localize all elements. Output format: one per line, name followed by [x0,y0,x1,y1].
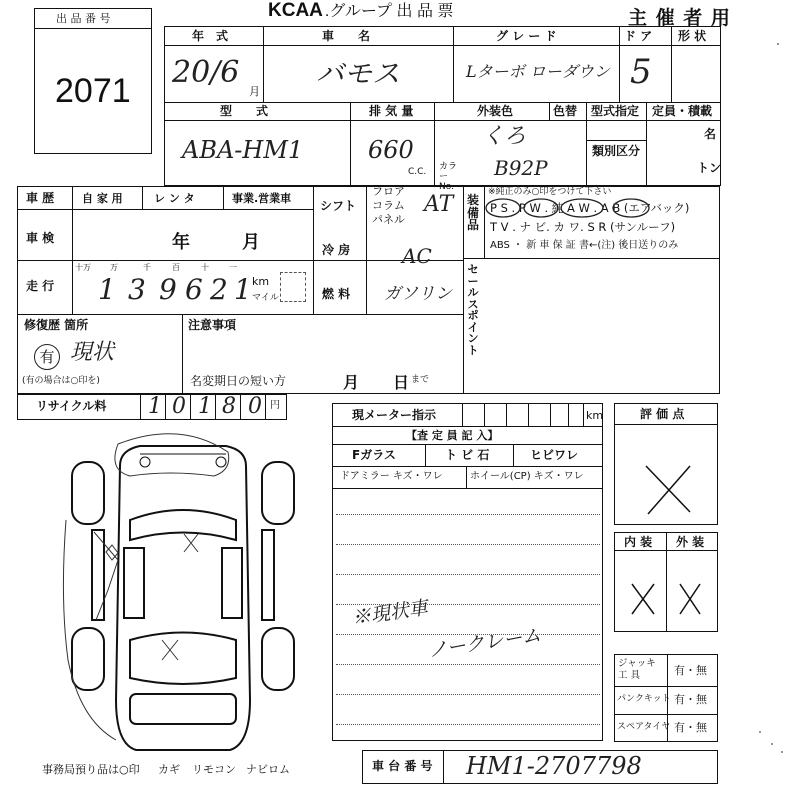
recycle-digit: 0 [248,394,262,419]
name-change-day: 日 [393,373,410,392]
grade-label: グ レ ー ド [496,29,557,43]
equipment-note: ※純正のみ○印をつけて下さい [488,187,612,197]
repair-hint: (有の場合は○印を) [22,376,100,386]
digit-label: 十 [201,263,209,272]
jack-value: 有・無 [674,664,707,677]
history-label: 車 歴 [26,191,55,205]
shift-option-floor: フロア [372,185,405,198]
chip-label: ト ビ 石 [445,448,490,462]
door-value: 5 [630,52,652,92]
history-option-private: 自 家 用 [82,192,123,205]
fuel-value: ガソリン [384,284,452,304]
displacement-label: 排 気 量 [369,104,414,118]
ac-label: 冷 房 [322,243,351,257]
class-label: 類別区分 [592,144,641,158]
lot-number-label: 出 品 番 号 [56,12,111,25]
inspection-label: 車 検 [26,231,55,245]
windshield-label: Fガラス [352,448,396,462]
mileage-digit: 6 [185,273,203,306]
digit-label: 万 [110,263,118,272]
recycle-digit: 1 [198,394,212,419]
repair-label: 修復歴 箇所 [24,318,89,332]
yen-unit: 円 [270,400,280,411]
history-option-business: 事業.営業車 [232,192,292,205]
equipment-label: 装 備 品 [466,193,479,233]
displacement-value: 660 [368,136,414,164]
lot-number: 2071 [55,72,131,110]
car-name-value: バモス [316,57,401,90]
crack-label: ヒビワレ [530,448,579,462]
form-title: .グループ 出 品 票 [324,3,454,20]
mileage-digit: 1 [98,273,116,306]
model-label: 型 式 [220,104,269,118]
owner-label: 主 催 者 用 [628,7,731,29]
puncture-kit-label: パンクキット [617,694,671,704]
sales-point-label: セ ー ル ス ポ イ ン ト [467,263,479,357]
equipment-line-3: ABS ・ 新 車 保 証 書←(注) 後日送りのみ [490,240,679,251]
digit-label: 一 [229,263,237,272]
capacity-unit-tons: トン [697,161,722,175]
spare-tire-value: 有・無 [674,721,707,734]
cc-unit: C.C. [408,167,427,177]
mile-unit: マイル [252,293,279,303]
meter-unit: km [586,409,604,422]
color-no-value: B92P [494,156,548,180]
digit-label: 十万 [75,263,91,272]
inspection-month-unit: 月 [242,232,260,253]
recycle-fee-label: リサイクル料 [36,399,107,413]
office-note: 事務局預り品は○印 [42,763,140,776]
name-change-label: 名変期日の短い方 [190,374,287,388]
fuel-label: 燃 料 [322,287,351,301]
mileage-digit: 2 [210,273,228,306]
recycle-digit: 0 [172,394,186,419]
name-label: 車 名 [322,29,371,43]
color-no-label: カラー No. [439,162,458,192]
mileage-digit: 3 [128,273,146,306]
model-value: ABA-HM1 [182,136,304,164]
chassis-number: HM1-2707798 [466,752,642,780]
repair-note: 現状 [70,340,115,365]
month-unit: 月 [249,85,260,98]
deposit-item-remote: リモコン [192,763,236,776]
equipment-line-2: T V . ナ ビ. カ ワ. S R (サンルーフ) [490,220,676,234]
mirror-label: ドアミラー キズ・ワレ [340,471,443,482]
capacity-label: 定員・積載 [652,104,713,118]
exterior-color-value: くろ [482,124,527,149]
shift-option-column: コラム [372,199,405,212]
history-option-rental: レ ン タ [154,192,195,205]
shift-value: AT [424,192,454,217]
shape-label: 形 状 [678,29,707,43]
inspection-year-unit: 年 [172,232,190,253]
digit-label: 千 [143,263,151,272]
scan-speckles [759,43,783,753]
repair-has-circled: 有 [34,344,60,370]
inspector-title: 【査 定 員 記 入】 [406,429,499,442]
km-unit: km [252,275,270,288]
recycle-digit: 1 [148,394,162,419]
name-change-month: 月 [343,373,360,392]
capacity-unit-persons: 名 [704,127,717,141]
spare-tire-label: スペアタイヤ [617,722,671,732]
color-change-label: 色替 [553,104,578,118]
remark-line-2: ノークレーム [426,624,543,662]
shift-label: シフト [320,199,357,213]
shift-option-panel: パネル [372,213,405,226]
year-value: 20/6 [172,55,240,90]
name-change-suffix: まで [411,375,430,385]
recycle-digit: 8 [222,394,236,419]
deposit-item-navi-rom: ナビロム [246,763,290,776]
jack-label: ジャッキ 工 具 [618,658,656,681]
mileage-digit: 9 [159,273,177,306]
exterior-label: 外 装 [676,535,705,549]
mileage-digit: 1 [234,273,252,306]
year-label: 年 式 [192,29,229,43]
deposit-item-key: カギ [158,763,180,776]
puncture-kit-value: 有・無 [674,693,707,706]
mileage-label: 走 行 [26,279,55,293]
score-label: 評 価 点 [640,407,685,421]
brand-logo: KCAA [268,0,323,21]
door-label: ド ア [624,29,653,43]
ac-value: AC [402,244,432,268]
notes-label: 注意事項 [188,318,237,332]
equipment-circles [486,199,649,217]
meter-label: 現メーター指示 [352,408,437,422]
grade-value: Lターボ ローダウン [466,62,610,81]
chassis-label: 車 台 番 号 [372,759,433,773]
exterior-color-label: 外装色 [477,104,514,118]
score-marks [632,466,700,614]
type-cert-label: 型式指定 [591,104,640,118]
interior-label: 内 装 [624,535,653,549]
digit-label: 百 [172,263,180,272]
equipment-line-1: P S . P W . 純 A W . A B (エアバック) [490,201,690,215]
remark-line-1: ※現状車 [350,596,430,630]
wheel-label: ホイール(CP) キズ・ワレ [470,471,584,482]
